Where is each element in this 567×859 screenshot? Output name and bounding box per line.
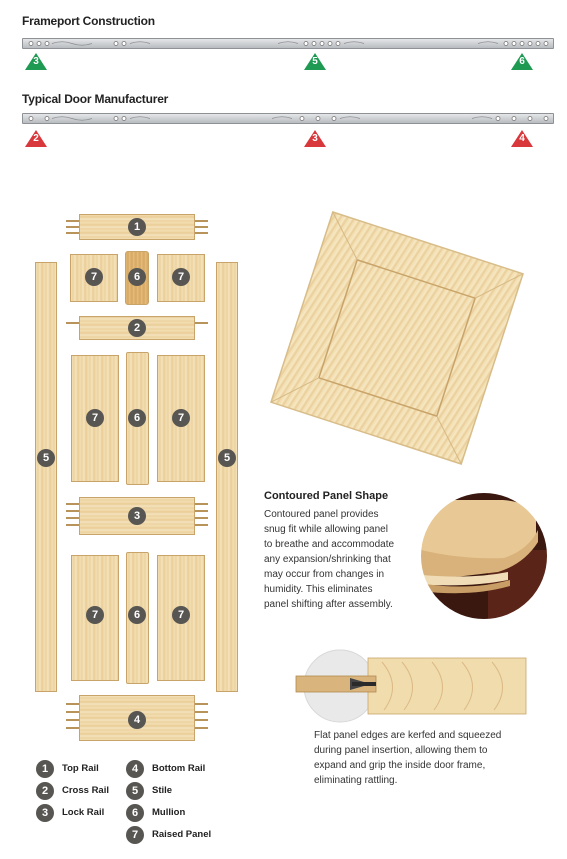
bottom-rail-tenon <box>194 727 208 729</box>
top-rail-tenon-right <box>194 232 208 234</box>
badge-right-stile: 5 <box>218 449 236 467</box>
lock-rail-tenon <box>66 503 80 505</box>
contoured-edge-closeup <box>418 490 550 622</box>
bottom-rail-tenon <box>66 703 80 705</box>
typical-marker-4: 4 <box>511 130 533 147</box>
badge-panel: 7 <box>172 409 190 427</box>
frameport-marker-5: 5 <box>304 53 326 70</box>
bottom-rail-tenon <box>66 711 80 713</box>
lock-rail-tenon <box>66 517 80 519</box>
text-line: snug fit while allowing panel <box>264 524 388 535</box>
legend-label: Bottom Rail <box>152 763 206 774</box>
bottom-rail-tenon <box>194 719 208 721</box>
legend-badge: 1 <box>36 760 54 778</box>
typical-rail-holes <box>22 113 554 124</box>
contoured-title: Contoured Panel Shape <box>264 490 389 502</box>
text-line: expand and grip the inside door frame, <box>314 760 486 771</box>
legend-label: Raised Panel <box>152 829 212 840</box>
legend-badge: 6 <box>126 804 144 822</box>
raised-panel-image <box>262 208 532 468</box>
top-rail-tenon-right <box>194 226 208 228</box>
lock-rail-tenon <box>66 510 80 512</box>
left-stile <box>35 262 57 692</box>
text-line: to breathe and accommodate <box>264 539 395 550</box>
typical-heading: Typical Door Manufacturer <box>22 92 169 106</box>
lock-rail-tenon <box>194 524 208 526</box>
text-line: Contoured panel provides <box>264 509 379 520</box>
bottom-rail-tenon <box>66 719 80 721</box>
badge-panel: 7 <box>86 606 104 624</box>
text-line: during panel insertion, allowing them to <box>314 745 488 756</box>
badge-cross-rail: 2 <box>128 319 146 337</box>
badge-bottom-rail: 4 <box>128 711 146 729</box>
badge-middle-mullion: 6 <box>128 409 146 427</box>
legend-badge: 3 <box>36 804 54 822</box>
bottom-rail-tenon <box>194 703 208 705</box>
legend-badge: 7 <box>126 826 144 844</box>
right-stile <box>216 262 238 692</box>
badge-panel: 7 <box>86 409 104 427</box>
cross-rail-tenon <box>66 322 80 324</box>
lock-rail-tenon <box>194 517 208 519</box>
lock-rail-tenon <box>194 503 208 505</box>
top-rail-tenon-left <box>66 232 80 234</box>
legend-label: Cross Rail <box>62 785 109 796</box>
badge-panel: 7 <box>172 606 190 624</box>
kerfed-edge-closeup <box>292 648 532 723</box>
legend-label: Stile <box>152 785 173 796</box>
badge-top-mullion: 6 <box>128 268 146 286</box>
legend-badge: 5 <box>126 782 144 800</box>
legend-label: Top Rail <box>62 763 99 774</box>
text-line: Flat panel edges are kerfed and squeezed <box>314 730 502 741</box>
frameport-rail-holes <box>22 38 554 49</box>
frameport-heading: Frameport Construction <box>22 14 155 28</box>
bottom-rail-tenon <box>194 711 208 713</box>
cross-rail-tenon <box>194 322 208 324</box>
legend-label: Lock Rail <box>62 807 105 818</box>
contoured-description <box>264 507 414 612</box>
badge-panel: 7 <box>172 268 190 286</box>
text-line: panel shifting after assembly. <box>264 599 393 610</box>
badge-bottom-mullion: 6 <box>128 606 146 624</box>
badge-top-rail: 1 <box>128 218 146 236</box>
lock-rail-tenon <box>66 524 80 526</box>
legend-badge: 2 <box>36 782 54 800</box>
legend-badge: 4 <box>126 760 144 778</box>
badge-left-stile: 5 <box>37 449 55 467</box>
legend-label: Mullion <box>152 807 186 818</box>
text-line: humidity. This eliminates <box>264 584 373 595</box>
typical-marker-2: 2 <box>25 130 47 147</box>
badge-panel: 7 <box>85 268 103 286</box>
frameport-marker-3: 3 <box>25 53 47 70</box>
text-line: may occur from changes in <box>264 569 385 580</box>
top-rail-tenon-right <box>194 220 208 222</box>
text-line: eliminating rattling. <box>314 775 398 786</box>
top-rail-tenon-left <box>66 220 80 222</box>
flat-panel-description <box>314 728 554 788</box>
lock-rail-tenon <box>194 510 208 512</box>
frameport-marker-6: 6 <box>511 53 533 70</box>
text-line: any expansion/shrinking that <box>264 554 391 565</box>
typical-marker-3: 3 <box>304 130 326 147</box>
top-rail-tenon-left <box>66 226 80 228</box>
badge-lock-rail: 3 <box>128 507 146 525</box>
bottom-rail-tenon <box>66 727 80 729</box>
